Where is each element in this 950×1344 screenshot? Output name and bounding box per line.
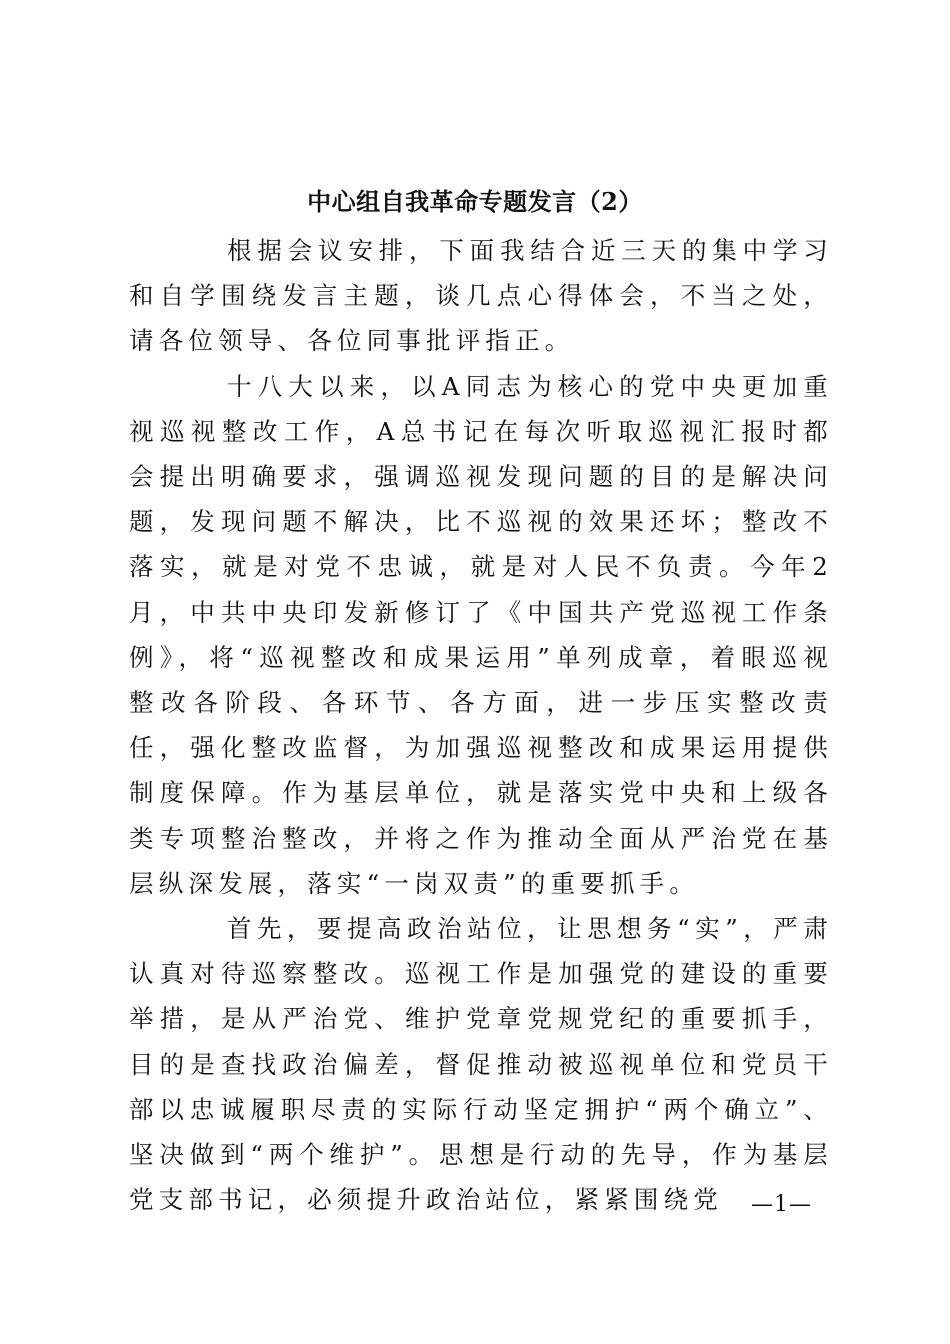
document-title: 中心组自我革命专题发言（2）: [307, 187, 643, 216]
page-number: —1—: [751, 1192, 812, 1217]
document-body: [129, 228, 833, 1222]
paragraph-background: 十八大以来，以A同志为核心的党中央更加重视巡视整改工作，A总书记在每次听取巡视汇报时都会提出明确要求，强调巡视发现问题的目的是解决问题，发现问题不解决，比不巡视的效果还坏；整改不落实，就是对党不忠诚，就是对人民不负责。今年2月，中共中央印发新修订了《中国共产党巡视工作条例》，将“巡视整改和成果运用”单列成章，着眼巡视整改各阶段、各环节、各方面，进一步压实整改责任，强化整改监督，为加强巡视整改和成果运用提供制度保障。作为基层单位，就是落实党中央和上级各类专项整治整改，并将之作为推动全面从严治党在基层纵深发展，落实“一岗双责”的重要抓手。: [129, 371, 833, 898]
paragraph-first-point: 首先，要提高政治站位，让思想务“实”，严肃认真对待巡察整改。巡视工作是加强党的建设的重要举措，是从严治党、维护党章党规党纪的重要抓手，目的是查找政治偏差，督促推动被巡视单位和党员干部以忠诚履职尽责的实际行动坚定拥护“两个确立”、坚决做到“两个维护”。思想是行动的先导，作为基层党支部书记，必须提升政治站位，紧紧围绕党: [129, 914, 833, 1215]
paragraph-intro: 根据会议安排，下面我结合近三天的集中学习和自学围绕发言主题，谈几点心得体会，不当之处，请各位领导、各位同事批评指正。: [129, 236, 833, 356]
